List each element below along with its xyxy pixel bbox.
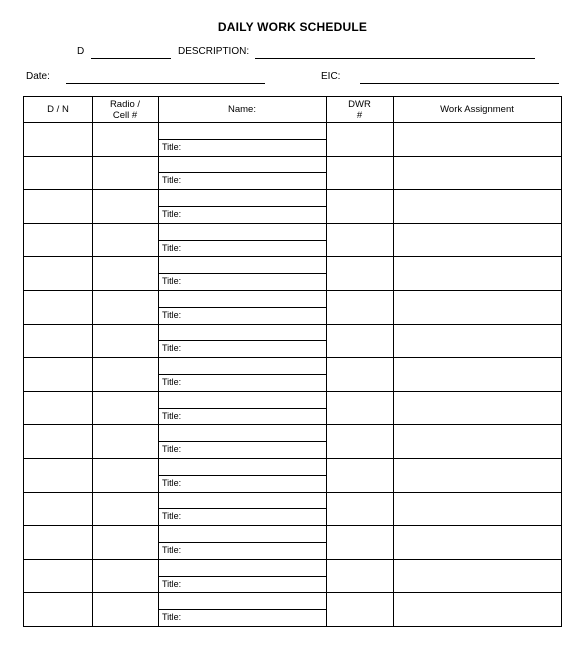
row-title-label: Title: (162, 511, 182, 522)
row-title-label: Title: (162, 612, 182, 623)
header-radio-cell: Radio / Cell # (109, 98, 141, 121)
row-title-label: Title: (162, 209, 182, 219)
row-title-label: Title: (162, 410, 182, 421)
eic-label: EIC: (321, 71, 341, 82)
page-title: DAILY WORK SCHEDULE (217, 20, 368, 34)
header-divider (24, 122, 561, 123)
row-title-label: Title: (162, 141, 182, 152)
row-title-label: Title: (162, 444, 182, 455)
column-divider (393, 97, 394, 626)
name-cell-divider (158, 576, 326, 577)
eic-field[interactable] (360, 83, 559, 84)
name-cell-divider (158, 374, 326, 375)
description-field[interactable] (255, 58, 535, 59)
row-divider (24, 189, 561, 190)
row-title-label: Title: (162, 377, 182, 387)
name-cell-divider (158, 273, 326, 274)
name-cell-divider (158, 340, 326, 341)
name-cell-divider (158, 139, 326, 140)
row-title-label: Title: (162, 276, 182, 287)
row-divider (24, 424, 561, 425)
d-label: D (77, 46, 85, 57)
name-cell-divider (158, 542, 326, 543)
row-divider (24, 156, 561, 157)
row-divider (24, 391, 561, 392)
name-cell-divider (158, 408, 326, 409)
row-divider (24, 458, 561, 459)
name-cell-divider (158, 441, 326, 442)
name-cell-divider (158, 609, 326, 610)
column-divider (158, 97, 159, 626)
date-label: Date: (26, 71, 50, 82)
row-divider (24, 559, 561, 560)
header-dwr: DWR # (348, 98, 371, 121)
row-divider (24, 492, 561, 493)
row-title-label: Title: (162, 175, 182, 186)
row-title-label: Title: (162, 545, 182, 555)
row-title-label: Title: (162, 309, 182, 320)
column-divider (92, 97, 93, 626)
row-title-label: Title: (162, 343, 182, 354)
name-cell-divider (158, 240, 326, 241)
d-field[interactable] (91, 58, 171, 59)
name-cell-divider (158, 475, 326, 476)
row-divider (24, 223, 561, 224)
row-divider (24, 357, 561, 358)
header-dn: D / N (47, 104, 69, 115)
date-field[interactable] (66, 83, 265, 84)
row-title-label: Title: (162, 578, 182, 589)
description-label: DESCRIPTION: (178, 46, 250, 57)
row-divider (24, 290, 561, 291)
row-divider (24, 525, 561, 526)
name-cell-divider (158, 172, 326, 173)
column-divider (326, 97, 327, 626)
name-cell-divider (158, 206, 326, 207)
header-work-assignment: Work Assignment (440, 104, 514, 115)
name-cell-divider (158, 307, 326, 308)
row-divider (24, 324, 561, 325)
schedule-table (23, 96, 562, 627)
name-cell-divider (158, 508, 326, 509)
row-divider (24, 256, 561, 257)
row-title-label: Title: (162, 242, 182, 253)
header-name: Name: (228, 104, 256, 115)
row-divider (24, 592, 561, 593)
row-title-label: Title: (162, 477, 182, 488)
